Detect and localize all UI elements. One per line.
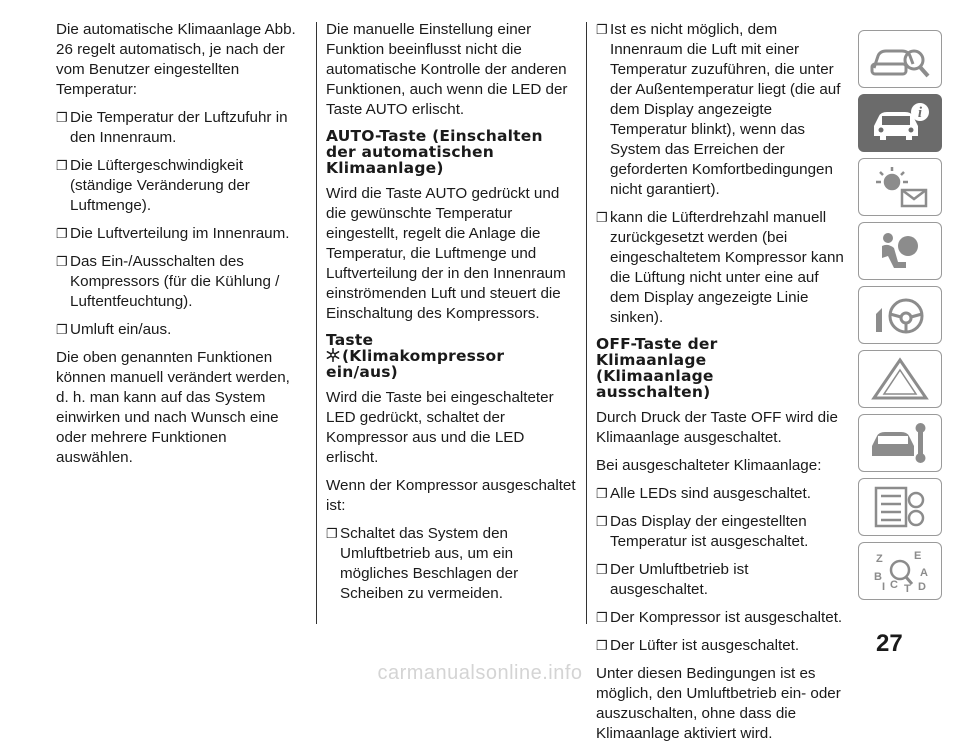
outro-paragraph: Die oben genannten Funktionen können manuell verändert werden, d. h. man kann auf das System einwirken und nach Wunsch eine oder mehrere Funktionen auswählen. <box>56 349 290 466</box>
index-letter: C <box>890 579 898 591</box>
page-number: 27 <box>876 630 903 657</box>
tab-index[interactable] <box>858 542 942 600</box>
paragraph: Wird die Taste AUTO gedrückt und die gewünschte Temperatur eingestellt, regelt die Anlage die Temperatur, die Luftmenge und Luftverteilung der in den Innenraum einströmenden Luft und steuert die Einschaltung des Kompressors. <box>326 185 566 322</box>
tab-dashboard-info[interactable] <box>858 94 942 152</box>
tab-safety[interactable] <box>858 222 942 280</box>
car-search-icon <box>868 36 932 82</box>
airbag-passenger-icon <box>868 228 932 274</box>
warning-lights-icon <box>868 164 932 210</box>
paragraph: Durch Druck der Taste OFF wird die Klimaanlage ausgeschaltet. <box>596 409 838 446</box>
steering-wheel-icon <box>868 292 932 338</box>
index-letter: D <box>918 581 926 593</box>
list-item: ❐ Alle LEDs sind ausgeschaltet. <box>596 484 848 504</box>
paragraph: Die manuelle Einstellung einer Funktion beeinflusst nicht die automatische Kontrolle der anderen Funktionen, auch wenn die LED der Taste AUTO erlischt. <box>326 21 568 118</box>
paragraph: Unter diesen Bedingungen ist es möglich, den Umluftbetrieb ein- oder auszuschalten, ohne dass die Klimaanlage aktiviert wird. <box>596 665 841 742</box>
chapter-tabs <box>858 30 942 606</box>
warning-triangle-icon <box>868 356 932 402</box>
tab-maintenance[interactable] <box>858 414 942 472</box>
auto-key-heading: AUTO-Taste (Einschalten der automatischen Klimaanlage) <box>326 127 543 177</box>
text-column-2 <box>326 20 576 612</box>
text-column-3 <box>596 20 848 752</box>
snowflake-icon <box>326 348 340 362</box>
list-item: ❐ Die Temperatur der Luftzufuhr in den Innenraum. <box>56 108 306 148</box>
tab-technical-data[interactable] <box>858 478 942 536</box>
list-item: ❐ Das Display der eingestellten Temperatur ist ausgeschaltet. <box>596 512 848 552</box>
paragraph: Wird die Taste bei eingeschalteter LED gedrückt, schaltet der Kompressor aus und die LED erlischt. <box>326 389 554 466</box>
list-item: ❐ Das Ein-/Ausschalten des Kompressors (für die Kühlung / Luftentfeuchtung). <box>56 252 306 312</box>
index-letter: Z <box>876 553 883 565</box>
paragraph: Bei ausgeschalteter Klimaanlage: <box>596 457 822 474</box>
list-item: ❐ Die Lüftergeschwindigkeit (ständige Veränderung der Luftmenge). <box>56 156 306 216</box>
index-letter: I <box>882 581 886 593</box>
list-item: ❐ Schaltet das System den Umluftbetrieb aus, um ein mögliches Beschlagen der Scheiben zu vermeiden. <box>326 524 576 604</box>
intro-paragraph: Die automatische Klimaanlage Abb. 26 regelt automatisch, je nach der vom Benutzer eingestellten Temperatur: <box>56 21 296 98</box>
svg-text:i: i <box>917 105 923 121</box>
off-key-heading: OFF-Taste der Klimaanlage (Klimaanlage ausschalten) <box>596 335 718 401</box>
watermark: carmanualsonline.info <box>377 662 583 684</box>
list-item: ❐ Umluft ein/aus. <box>56 320 306 340</box>
tab-getting-to-know[interactable] <box>858 30 942 88</box>
list-item: ❐ Ist es nicht möglich, dem Innenraum die Luft mit einer Temperatur zuzuführen, die unter der Außentemperatur liegt (die auf dem Display angezeigte Temperatur blinkt), wenn das System das Erreichen der geforderten Komfortbedingungen nicht garantiert). <box>596 20 848 200</box>
index-letter: T <box>904 583 911 594</box>
text-column-1 <box>56 20 306 476</box>
compressor-key-heading <box>326 332 576 380</box>
heading-text: (Klimakompressor ein/aus) <box>326 347 505 381</box>
tab-starting-driving[interactable] <box>858 286 942 344</box>
list-item: ❐ Der Lüfter ist ausgeschaltet. <box>596 636 848 656</box>
column-divider <box>316 22 317 624</box>
tab-emergency[interactable] <box>858 350 942 408</box>
alphabetical-index-icon <box>868 548 932 594</box>
list-item: ❐ Der Kompressor ist ausgeschaltet. <box>596 608 848 628</box>
list-item: ❐ Die Luftverteilung im Innenraum. <box>56 224 306 244</box>
index-letter: E <box>914 550 922 562</box>
heading-text: Taste <box>326 331 374 349</box>
list-item: ❐ Der Umluftbetrieb ist ausgeschaltet. <box>596 560 848 600</box>
specifications-icon <box>868 484 932 530</box>
index-letter: A <box>920 567 928 579</box>
column-divider <box>586 22 587 624</box>
tab-warning-lights[interactable] <box>858 158 942 216</box>
car-wrench-icon <box>868 420 932 466</box>
index-letter: B <box>874 571 882 583</box>
car-info-icon <box>868 100 932 146</box>
paragraph: Wenn der Kompressor ausgeschaltet ist: <box>326 477 576 514</box>
list-item: ❐ kann die Lüfterdrehzahl manuell zurückgesetzt werden (bei eingeschaltetem Kompressor kann die Lüftung nicht unter eine auf dem Display angezeigte Linie sinken). <box>596 208 848 328</box>
